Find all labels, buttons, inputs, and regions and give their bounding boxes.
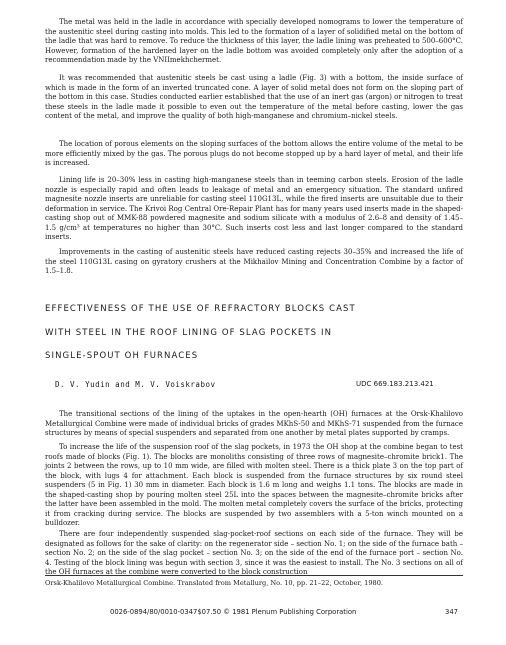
article-title-line-1: EFFECTIVENESS OF THE USE OF REFRACTORY BLOCKS CAST: [45, 304, 356, 314]
paragraph-lining-life: Lining life is 20–30% less in casting high-manganese steels than in teeming carbon steels. Erosion of the ladle nozzle is especially rapid and often leads to leakage of metal and an emergency situation. The standard unfired magnesite nozzle inserts are unreliable for casting steel 110G13L, while the fired inserts are unsuitable due to their deformation in service. The Krivoi Rog Central Ore-Repair Plant has for many years used inserts made in the shaped-casting shop out of MMK-88 powdered magnesite and sodium silicate with a modulus of 2.6–8 and density of 1.45–1.5 g/cm³ at temperatures no higher than 30°C. Such inserts cost less and last longer compared to the standard inserts.: [45, 176, 463, 241]
publication-code: 0026-0894/80/0010-0347$07.50 © 1981 Plenum Publishing Corporation: [110, 608, 357, 616]
footnote: Orsk-Khalilovo Metallurgical Combine. Translated from Metallurg, No. 10, pp. 21–22, October, 1980.: [45, 579, 384, 587]
article-authors: D. V. Yudin and M. V. Voiskrabov: [55, 380, 216, 389]
paragraph-roof-sections: There are four independently suspended slag-pocket-roof sections on each side of the furnace. They will be designated as follows for the sake of clarity: on the regenerator side – section No. 1; on the side of the furnace bath – section No. 2; on the side of the slag pocket – section No. 3; on the side of the end of the furnace port – section No. 4. Testing of the block lining was begun with section 3, since it was the easiest to install. The No. 3 sections on all of the OH furnaces at the combine were converted to the block construction: [45, 530, 463, 576]
paragraph-block-roofs: To increase the life of the suspension roof of the slag pockets, in 1973 the OH shop at the combine began to test roofs made of blocks (Fig. 1). The blocks are monoliths consisting of three rows of magnesite–chromite brick1. The joints 2 between the rows, up to 10 mm wide, are filled with molten steel. There is a thick plate 3 on the top part of the block, with lugs 4 for attachment. Each block is suspended from the furnace structures by six round steel suspenders (5 in Fig. 1) 30 mm in diameter. Each block is 1.6 m long and weighs 1.1 tons. The blocks are made in the shaped-casting shop by pouring molten steel 25L into the spaces between the magnesite–chromite bricks after the latter have been assembled in the mold. The molten metal completely covers the surface of the bricks, protecting it from cracking during service. The blocks are suspended by two assemblers with a 5-ton winch mounted on a bulldozer.: [45, 443, 463, 527]
article-title-line-2: WITH STEEL IN THE ROOF LINING OF SLAG POCKETS IN: [45, 328, 333, 338]
page-number: 347: [445, 608, 458, 616]
paragraph-porous-elements: The location of porous elements on the sloping surfaces of the bottom allows the entire volume of the metal to be more efficiently mixed by the gas. The porous plugs do not become stopped up by a hard layer of metal, and their life is increased.: [45, 140, 463, 167]
udc-code: UDC 669.183.213.421: [356, 380, 434, 388]
paragraph-ladle-recommendation: It was recommended that austenitic steels be cast using a ladle (Fig. 3) with a bottom, the inside surface of which is made in the form of an inverted truncated cone. A layer of solid metal does not form on the sloping part of the bottom in this case. Studies conducted earlier established that the use of an inert gas (argon) or nitrogen to treat these steels in the ladle made it possible to even out the temperature of the metal before casting, lower the gas content of the metal, and improve the quality of both high-manganese and chromium–nickel steels.: [45, 74, 463, 120]
paragraph-transitional-sections: The transitional sections of the lining of the uptakes in the open-hearth (OH) furnaces at the Orsk-Khalilovo Metallurgical Combine were made of individual bricks of grades MKhS-50 and MKhS-71 suspended from the furnace structures by means of special suspenders and separated from one another by metal plates supported by cramps.: [45, 410, 463, 437]
article-title-line-3: SINGLE-SPOUT OH FURNACES: [45, 351, 199, 361]
paragraph-improvements: Improvements in the casting of austenitic steels have reduced casting rejects 30–35% and increased the life of the steel 110G13L casing on gyratory crushers at the Mikhailov Mining and Concentration Combine by a factor of 1.5–1.8.: [45, 248, 463, 275]
footnote-rule: [45, 575, 463, 576]
paragraph-ladle-metal: The metal was held in the ladle in accordance with specially developed nomograms to lower the temperature of the austenitic steel during casting into molds. This led to the formation of a layer of solidified metal on the bottom of the ladle that was hard to remove. To reduce the thickness of this layer, the ladle lining was preheated to 500–600°C. However, formation of the hardened layer on the ladle bottom was avoided completely only after the adoption of a recommendation made by the VNIImekhchermet.: [45, 18, 463, 64]
